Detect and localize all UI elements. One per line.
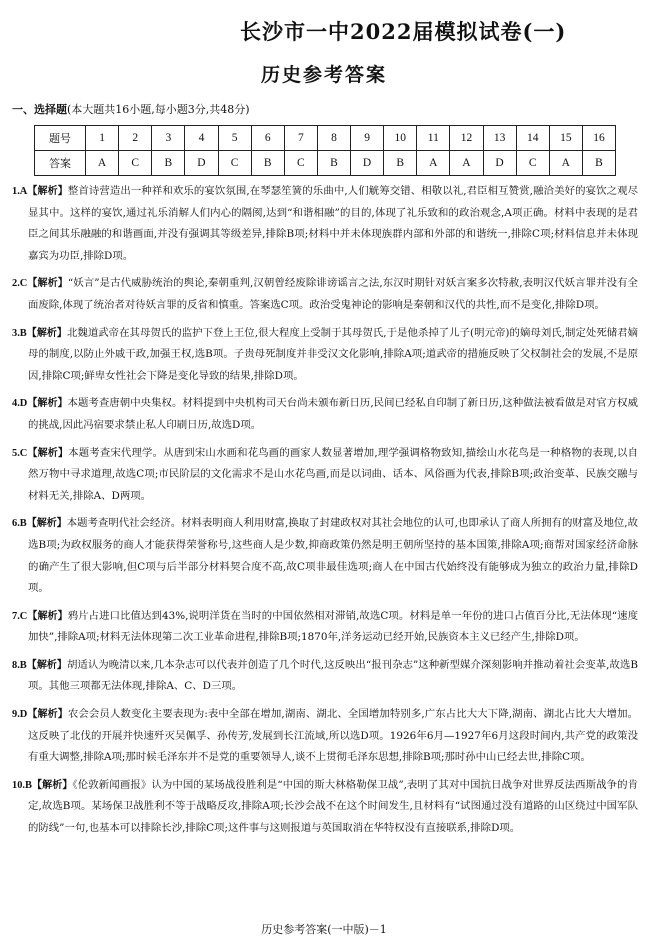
explanation-text: “妖言”是古代威胁统治的舆论,秦朝重判,汉朝曾经废除诽谤谣言之法,东汉时期针对妖言案多次特赦,表明汉代妖言罪并没有全面废除,体现了统治者对待妖言罪的反省和慎重。答案选C项。政治受鬼神论的影响是秦朝和汉代的共性,而不是变化,排除D项。 <box>28 277 638 311</box>
analysis-tag: 【解析】 <box>31 779 73 791</box>
answer-title: 历史参考答案 <box>260 64 387 86</box>
answer-cell: B <box>251 151 284 176</box>
item-number: 7.C <box>12 610 28 622</box>
explanation-text: 本题考查宋代理学。从唐到宋山水画和花鸟画的画家人数显著增加,理学强调格物致知,描绘山水花鸟是一种格物的表现,以自然万物中寻求道理,故选C项;市民阶层的文化需求不是山水花鸟画,而是以词曲、话本、风俗画为代表,排除B项;政治变革、民族交融与材料无关,排除A、D两项。 <box>28 446 638 502</box>
answer-cell: B <box>384 151 417 176</box>
item-number: 6.B <box>12 518 27 530</box>
explanation-item <box>12 775 638 840</box>
section-heading <box>12 101 250 117</box>
answer-cell: A <box>450 151 483 176</box>
question-number-row <box>35 126 616 151</box>
answer-cell: C <box>119 151 152 176</box>
question-number-cell: 5 <box>218 126 251 151</box>
question-number-cell: 8 <box>317 126 350 151</box>
analysis-tag: 【解析】 <box>27 398 68 410</box>
question-number-cell: 2 <box>119 126 152 151</box>
question-number-cell: 9 <box>351 126 384 151</box>
answer-cell: D <box>185 151 218 176</box>
question-number-cell: 15 <box>549 126 582 151</box>
analysis-tag: 【解析】 <box>27 610 68 622</box>
explanation-item <box>12 323 638 388</box>
explanation-text: 北魏道武帝在其母贺氏的监护下登上王位,很大程度上受制于其母贺氏,于是他杀掉了儿子(明元帝)的嫡母刘氏,制定处死储君嫡母的制度,以防止外戚干政,加强王权,选B项。子贵母死制度并非受汉文化影响,排除A项;道武帝的措施反映了父权制社会的发展,不是原因,排除C项;鲜卑女性社会下降是变化导致的结果,排除D项。 <box>28 326 639 382</box>
analysis-tag: 【解析】 <box>27 186 68 197</box>
explanation-item <box>12 606 638 649</box>
answer-cell: A <box>549 151 582 176</box>
question-number-cell: 13 <box>483 126 516 151</box>
exam-title: 长沙市一中2022届模拟试卷(一) <box>240 19 567 44</box>
explanation-item <box>12 513 638 599</box>
explanation-text: 鸦片占进口比值达到43%,说明洋货在当时的中国依然相对滞销,故选C项。材料是单一年份的进口占值百分比,无法体现“速度加快”,排除A项;材料无法体现第二次工业革命进程,排除B项;1870年,洋务运动已经开始,民族资本主义已经产生,排除D项。 <box>28 609 639 644</box>
item-number: 4.D <box>12 398 28 410</box>
answer-row-label: 答案 <box>35 151 86 176</box>
explanation-item <box>12 704 638 769</box>
explanation-text: 农会会员人数变化主要表现为:表中全部在增加,湖南、湖北、全国增加特别多,广东占比大大下降,湖南、湖北占比大大增加。这反映了北伐的开展并快速歼灭吴佩孚、孙传芳,发展到长江流域,所以选D项。1926年6月—1927年6月这段时间内,共产党的政策没有重大调整,排除A项;那时候毛泽东并不是党的重要领导人,谈不上贯彻毛泽东思想,排除B项;那时孙中山已经去世,排除C项。 <box>28 708 639 764</box>
question-number-cell: 12 <box>450 126 483 151</box>
explanation-text: 胡适认为晚清以来,几本杂志可以代表并创造了几个时代,这反映出“报刊杂志”这种新型媒介深刻影响并推动着社会变革,故选B项。其他三项都无法体现,排除A、C、D三项。 <box>28 658 639 693</box>
item-number: 2.C <box>12 278 28 290</box>
explanation-item <box>12 655 638 698</box>
item-number: 9.D <box>12 709 28 721</box>
analysis-tag: 【解析】 <box>26 659 67 671</box>
question-number-cell: 16 <box>582 126 615 151</box>
answer-cell: B <box>152 151 185 176</box>
explanation-list <box>12 181 638 846</box>
answer-cell: D <box>483 151 516 176</box>
answer-cell: C <box>284 151 317 176</box>
explanation-item <box>12 443 638 508</box>
item-number: 5.C <box>12 447 28 459</box>
answer-cell: A <box>417 151 450 176</box>
question-row-label: 题号 <box>35 126 86 151</box>
analysis-tag: 【解析】 <box>26 327 67 339</box>
question-number-cell: 6 <box>251 126 284 151</box>
section-title: 一、选择题 <box>12 103 67 116</box>
question-number-cell: 14 <box>516 126 549 151</box>
answer-row <box>35 151 616 176</box>
question-number-cell: 11 <box>417 126 450 151</box>
answer-cell: C <box>516 151 549 176</box>
question-number-cell: 3 <box>152 126 185 151</box>
item-number: 3.B <box>12 327 27 339</box>
answer-cell: B <box>582 151 615 176</box>
question-number-cell: 10 <box>384 126 417 151</box>
explanation-item <box>12 181 638 267</box>
question-number-cell: 4 <box>185 126 218 151</box>
answer-cell: C <box>218 151 251 176</box>
page-footer: 历史参考答案(一中版)－1 <box>261 923 387 936</box>
explanation-item <box>12 273 638 316</box>
answer-table <box>34 125 616 176</box>
explanation-text: 整首诗营造出一种祥和欢乐的宴饮氛围,在琴瑟笙簧的乐曲中,人们觥筹交错、相敬以礼,君臣相互赞赏,融洽美好的宴饮之观尽显其中。这样的宴饮,通过礼乐消解人们内心的隔阂,达到“和谐相融”的目的,体现了礼乐致和的政治观念,A项正确。材料中表现的是君臣之间其乐融融的和谐画面,并没有强调其等级差异,排除B项;材料中并未体现族群内部和外部的和谐统一,排除C项;材料信息并未体现嘉宾为功臣,排除D项。 <box>28 185 638 262</box>
analysis-tag: 【解析】 <box>27 278 68 290</box>
item-number: 8.B <box>12 659 27 671</box>
answer-cell: D <box>351 151 384 176</box>
explanation-text: 本题考查明代社会经济。材料表明商人利用财富,换取了封建政权对其社会地位的认可,也即承认了商人所拥有的财富及地位,故选B项;为政权服务的商人才能获得荣誉称号,这些商人是少数,抑商政策仍然是明王朝所坚持的基本国策,排除A项;商帮对国家经济命脉的确产生了很大影响,但C项与后半部分材料契合度不高,故C项非最佳选项;商人在中国古代始终没有能够成为独立的政治力量,排除D项。 <box>28 517 639 595</box>
analysis-tag: 【解析】 <box>26 518 67 530</box>
analysis-tag: 【解析】 <box>27 709 68 721</box>
question-number-cell: 7 <box>284 126 317 151</box>
explanation-text: 《伦敦新闻画报》认为中国的某场战役胜利是“中国的斯大林格勒保卫战”,表明了其对中国抗日战争对世界反法西斯战争的肯定,故选B项。某场保卫战胜利不等于战略反攻,排除A项;长沙会战不在这个时间发生,且材料有“试图通过没有道路的山区绕过中国军队的防线”一句,也基本可以排除长沙,排除C项;这件事与这则报道与英国取消在华特权没有直接联系,排除D项。 <box>28 778 639 835</box>
analysis-tag: 【解析】 <box>27 447 69 459</box>
section-note: (本大题共16小题,每小题3分,共48分) <box>67 103 250 116</box>
answer-cell: B <box>317 151 350 176</box>
explanation-item <box>12 393 638 436</box>
explanation-text: 本题考查唐朝中央集权。材料提到中央机构司天台尚未颁布新日历,民间已经私自印制了新日历,这种做法被看做是对官方权威的挑战,因此冯宿要求禁止私人印刷日历,故选D项。 <box>28 397 638 431</box>
item-number: 1.A <box>12 186 28 197</box>
question-number-cell: 1 <box>86 126 119 151</box>
answer-cell: A <box>86 151 119 176</box>
item-number: 10.B <box>12 779 32 791</box>
